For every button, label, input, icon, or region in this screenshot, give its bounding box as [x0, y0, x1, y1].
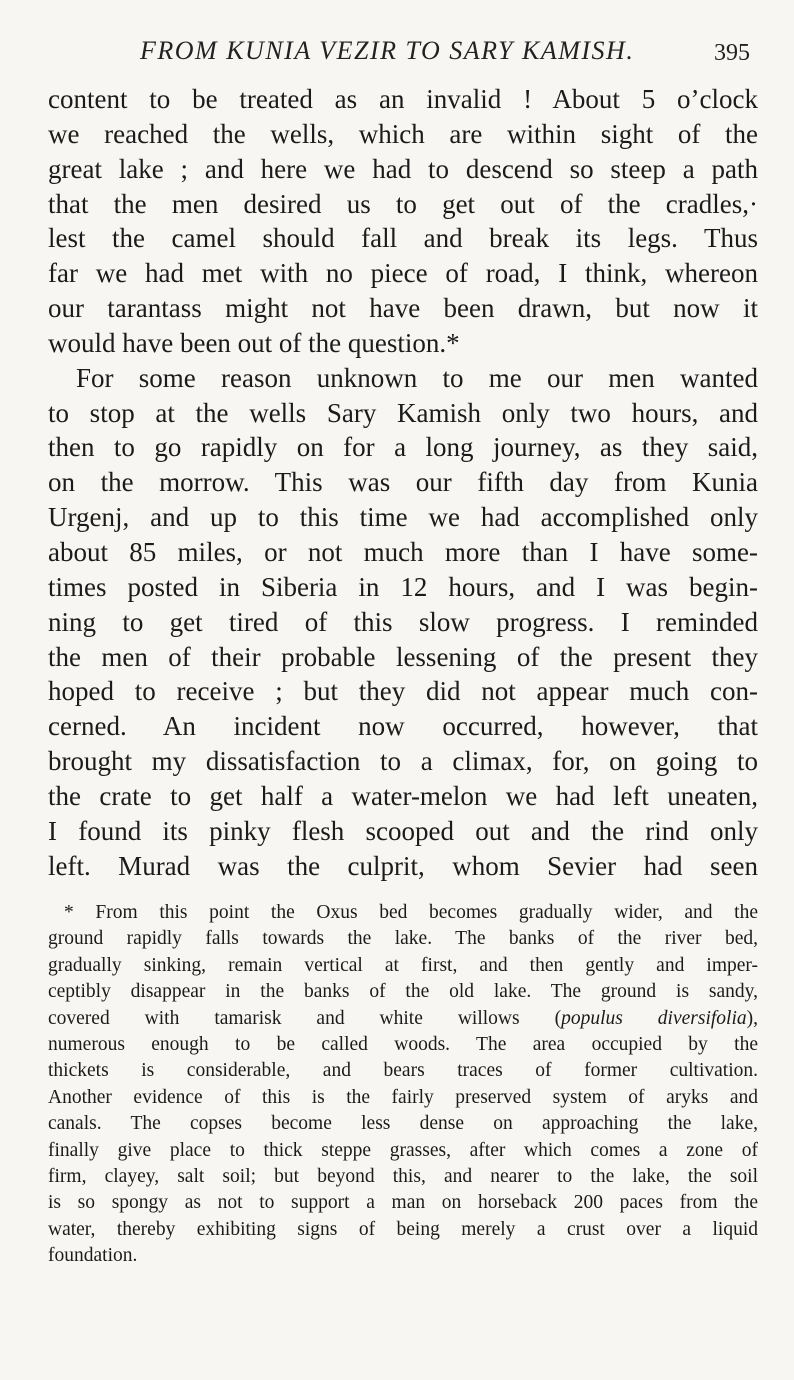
body-line: For some reason unknown to me our men wanted	[76, 362, 758, 393]
body-line: hoped to receive ; but they did not appear much con-	[48, 676, 758, 707]
footnote-line: * From this point the Oxus bed becomes gradually wider, and the	[64, 902, 758, 923]
body-line: the crate to get half a water-melon we had left uneaten,	[48, 780, 758, 811]
body-line: far we had met with no piece of road, I think, whereon	[48, 258, 758, 289]
species-name: populus diversifolia	[561, 1007, 747, 1029]
footnote-line: thickets is considerable, and bears traces of former cultivation.	[48, 1060, 758, 1082]
body-line: times posted in Siberia in 12 hours, and I was begin-	[48, 571, 758, 602]
body-line: then to go rapidly on for a long journey, as they said,	[48, 432, 758, 463]
footnote-line: finally give place to thick steppe grasses, after which comes a zone of	[48, 1139, 758, 1161]
body-line: we reached the wells, which are within sight of the	[48, 118, 758, 149]
body-line: Urgenj, and up to this time we had accomplished only	[48, 502, 758, 533]
page-number: 395	[714, 40, 750, 66]
footnote-line: firm, clayey, salt soil; but beyond this, and nearer to the lake, the soil	[48, 1165, 758, 1187]
body-line: left. Murad was the culprit, whom Sevier had seen	[48, 850, 758, 881]
body-line: to stop at the wells Sary Kamish only two hours, and	[48, 397, 758, 428]
body-line: ning to get tired of this slow progress. I reminded	[48, 606, 758, 637]
body-line: great lake ; and here we had to descend so steep a path	[48, 153, 758, 184]
footnote-line: foundation.	[48, 1245, 138, 1267]
body-line: brought my dissatisfaction to a climax, for, on going to	[48, 746, 758, 777]
footnote-line: water, thereby exhibiting signs of being merely a crust over a liquid	[48, 1218, 758, 1240]
body-line: on the morrow. This was our fifth day from Kunia	[48, 467, 758, 498]
footnote-line: canals. The copses become less dense on approaching the lake,	[48, 1113, 758, 1135]
body-line: would have been out of the question.*	[48, 327, 460, 358]
body-line: about 85 miles, or not much more than I have some-	[48, 536, 758, 567]
body-line: cerned. An incident now occurred, however, that	[48, 711, 758, 742]
body-line: that the men desired us to get out of the cradles,·	[48, 188, 758, 219]
footnote-line-lead: covered with tamarisk and white willows (	[48, 1007, 562, 1029]
footnote	[48, 900, 758, 1269]
body-line: the men of their probable lessening of the present they	[48, 641, 758, 672]
body-line: content to be treated as an invalid ! About 5 o’clock	[48, 84, 758, 114]
footnote-line: ground rapidly falls towards the lake. The banks of the river bed,	[48, 928, 758, 950]
footnote-line: numerous enough to be called woods. The area occupied by the	[48, 1033, 758, 1055]
running-head: FROM KUNIA VEZIR TO SARY KAMISH.	[140, 36, 635, 65]
footnote-line: is so spongy as not to support a man on horseback 200 paces from the	[48, 1192, 758, 1214]
body-text	[48, 82, 758, 883]
body-line: I found its pinky flesh scooped out and the rind only	[48, 815, 758, 846]
footnote-line-tail: ),	[746, 1007, 758, 1029]
footnote-line	[48, 1006, 758, 1032]
footnote-line: ceptibly disappear in the banks of the old lake. The ground is sandy,	[48, 981, 758, 1003]
footnote-line: Another evidence of this is the fairly preserved system of aryks and	[48, 1086, 758, 1108]
body-line: lest the camel should fall and break its legs. Thus	[48, 223, 758, 254]
body-line: our tarantass might not have been drawn, but now it	[48, 293, 758, 324]
footnote-line: gradually sinking, remain vertical at first, and then gently and imper-	[48, 954, 758, 976]
